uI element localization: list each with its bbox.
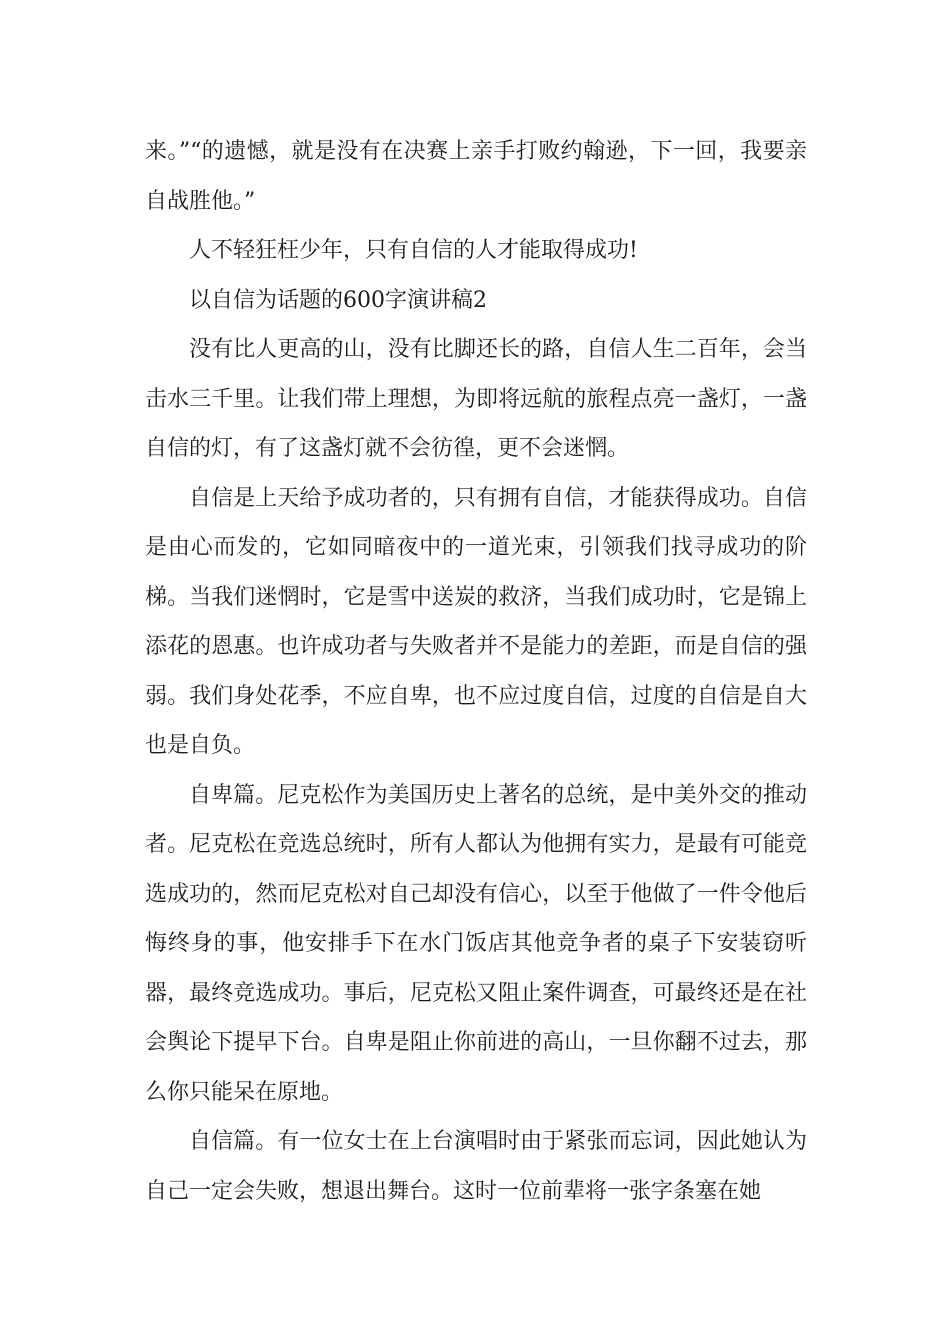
paragraph-intro: 没有比人更高的山，没有比脚还长的路，自信人生二百年，会当击水三千里。让我们带上理想，为即将远航的旅程点亮一盏灯，一盏自信的灯，有了这盏灯就不会彷徨，更不会迷惘。 bbox=[145, 337, 807, 461]
paragraph-confidence: 自信是上天给予成功者的，只有拥有自信，才能获得成功。自信是由心而发的，它如同暗夜中的一道光束，引领我们找寻成功的阶梯。当我们迷惘时，它是雪中送炭的救济，当我们成功时，它是锦上添花的恩惠。也许成功者与失败者并不是能力的差距，而是自信的强弱。我们身处花季，不应自卑，也不应过度自信，过度的自信是自大也是自负。 bbox=[145, 485, 807, 758]
document-body bbox=[145, 127, 807, 1216]
section-heading: 以自信为话题的600字演讲稿2 bbox=[189, 287, 487, 313]
paragraph-conclusion: 人不轻狂枉少年，只有自信的人才能取得成功! bbox=[189, 238, 638, 263]
paragraph-inferiority: 自卑篇。尼克松作为美国历史上著名的总统，是中美外交的推动者。尼克松在竞选总统时，所有人都认为他拥有实力，是最有可能竞选成功的，然而尼克松对自己却没有信心，以至于他做了一件令他后悔终身的事，他安排手下在水门饭店其他竞争者的桌子下安装窃听器，最终竞选成功。事后，尼克松又阻止案件调查，可最终还是在社会舆论下提早下台。自卑是阻止你前进的高山，一旦你翻不过去，那么你只能呆在原地。 bbox=[145, 782, 807, 1105]
paragraph-confidence-story: 自信篇。有一位女士在上台演唱时由于紧张而忘词，因此她认为自己一定会失败，想退出舞台。这时一位前辈将一张字条塞在她 bbox=[145, 1129, 807, 1204]
paragraph-continuation: 来。”“的遗憾，就是没有在决赛上亲手打败约翰逊，下一回，我要亲自战胜他。” bbox=[145, 139, 807, 214]
